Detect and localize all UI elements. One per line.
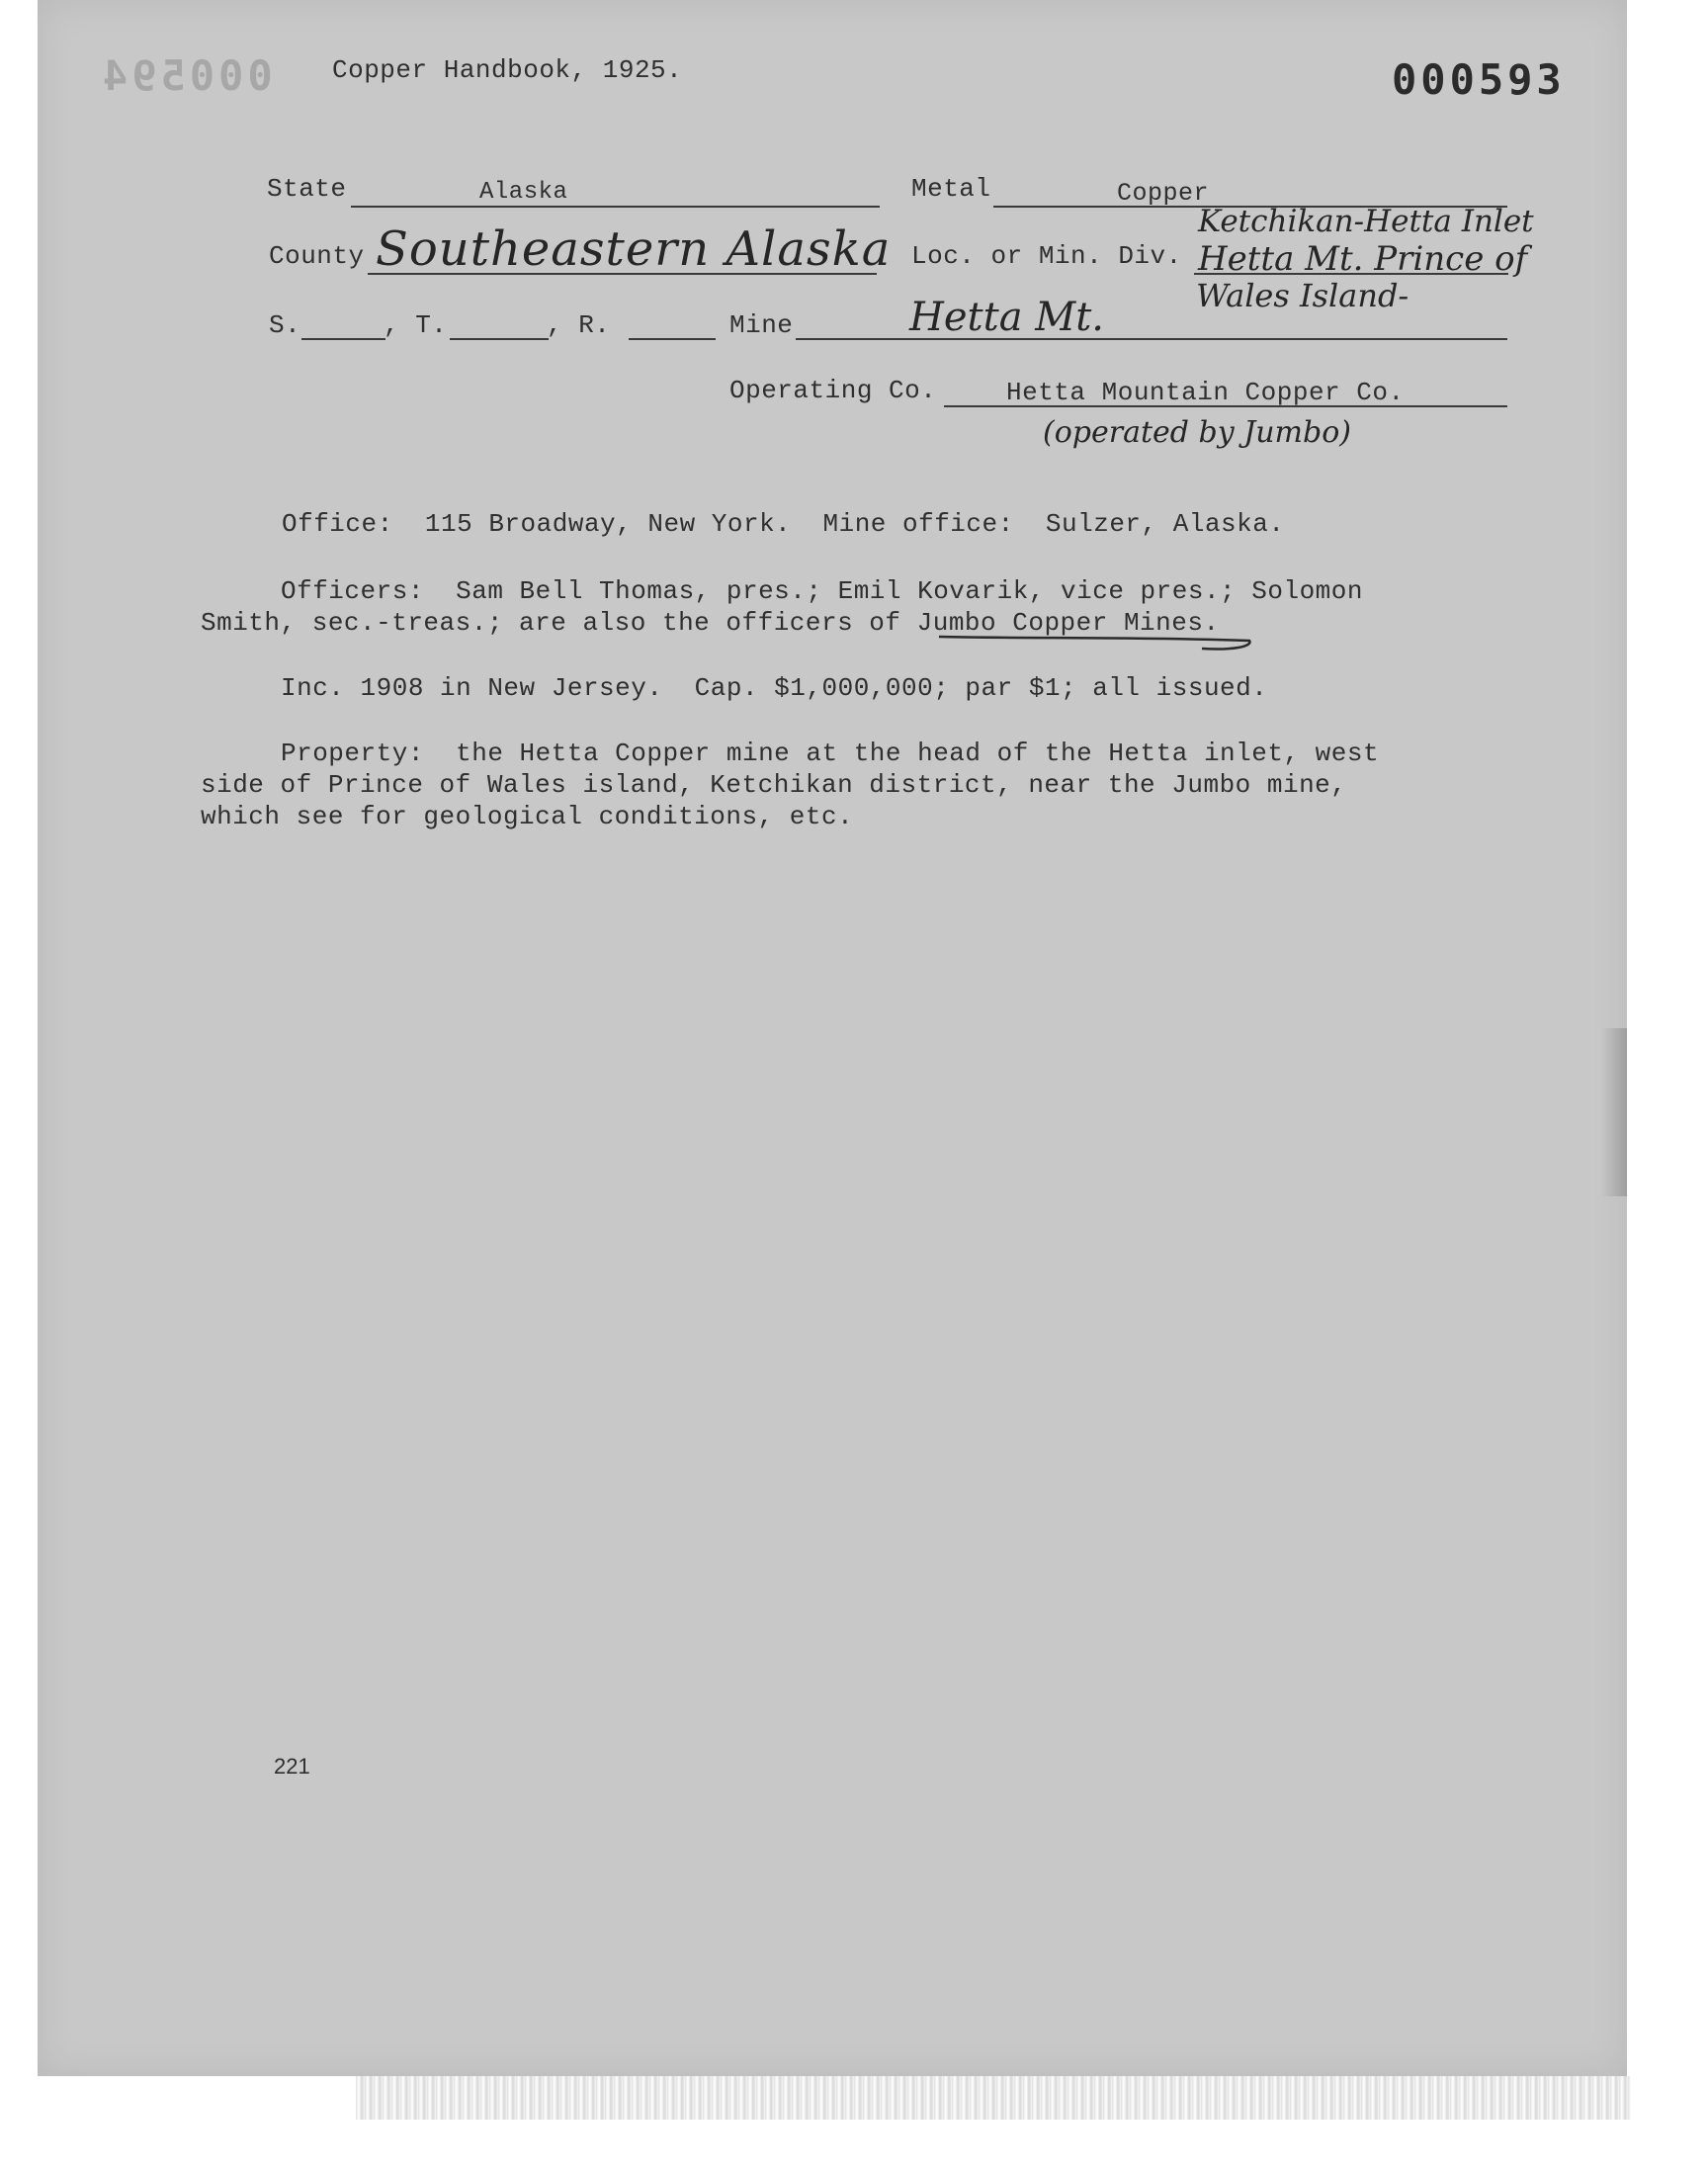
ghost-stamp-number: 000594 [99,51,273,100]
header-title: Copper Handbook, 1925. [332,55,683,85]
officers-line-1: Officers: Sam Bell Thomas, pres.; Emil Kovarik, vice pres.; Solomon [281,576,1363,606]
s-line [301,338,385,340]
jumbo-copper-mines-text: Jumbo Copper Mines. [916,608,1220,638]
s-label: S. [269,310,301,340]
t-line [450,338,549,340]
state-value: Alaska [479,179,568,206]
operating-label: Operating Co. [729,376,937,405]
loc-value-line3: Wales Island- [1196,277,1409,314]
stamp-number: 000593 [1392,55,1566,104]
scanner-strip [356,2076,1631,2120]
property-line-1: Property: the Hetta Copper mine at the head of the Hetta inlet, west [281,739,1380,768]
loc-value-line2: Hetta Mt. Prince of [1198,239,1528,279]
operating-note: (operated by Jumbo) [1043,415,1351,450]
metal-label: Metal [911,174,991,204]
state-label: State [267,174,347,204]
inc-line: Inc. 1908 in New Jersey. Cap. $1,000,000; par $1; all issued. [281,673,1268,703]
property-line-2: side of Prince of Wales island, Ketchikan district, near the Jumbo mine, [201,770,1347,800]
operating-value: Hetta Mountain Copper Co. [1006,378,1405,407]
page-edge-shadow [1601,1028,1627,1196]
mine-value: Hetta Mt. [909,295,1105,340]
state-line [351,206,880,208]
r-label: , R. [547,310,611,340]
office-line: Office: 115 Broadway, New York. Mine office: Sulzer, Alaska. [282,509,1285,539]
metal-value: Copper [1117,179,1210,208]
county-value: Southeastern Alaska [376,221,892,277]
property-line-3: which see for geological conditions, etc. [201,802,854,831]
t-label: , T. [384,310,448,340]
handwritten-underline [935,633,1261,656]
county-label: County [269,241,365,271]
r-line [629,338,716,340]
loc-label: Loc. or Min. Div. [911,241,1182,271]
mine-label: Mine [729,310,794,340]
page-number: 221 [274,1754,310,1779]
loc-value-line1: Ketchikan-Hetta Inlet [1198,204,1534,239]
mine-line [796,338,1507,340]
officers-line-2-text: Smith, sec.-treas.; are also the officers of [201,608,917,638]
